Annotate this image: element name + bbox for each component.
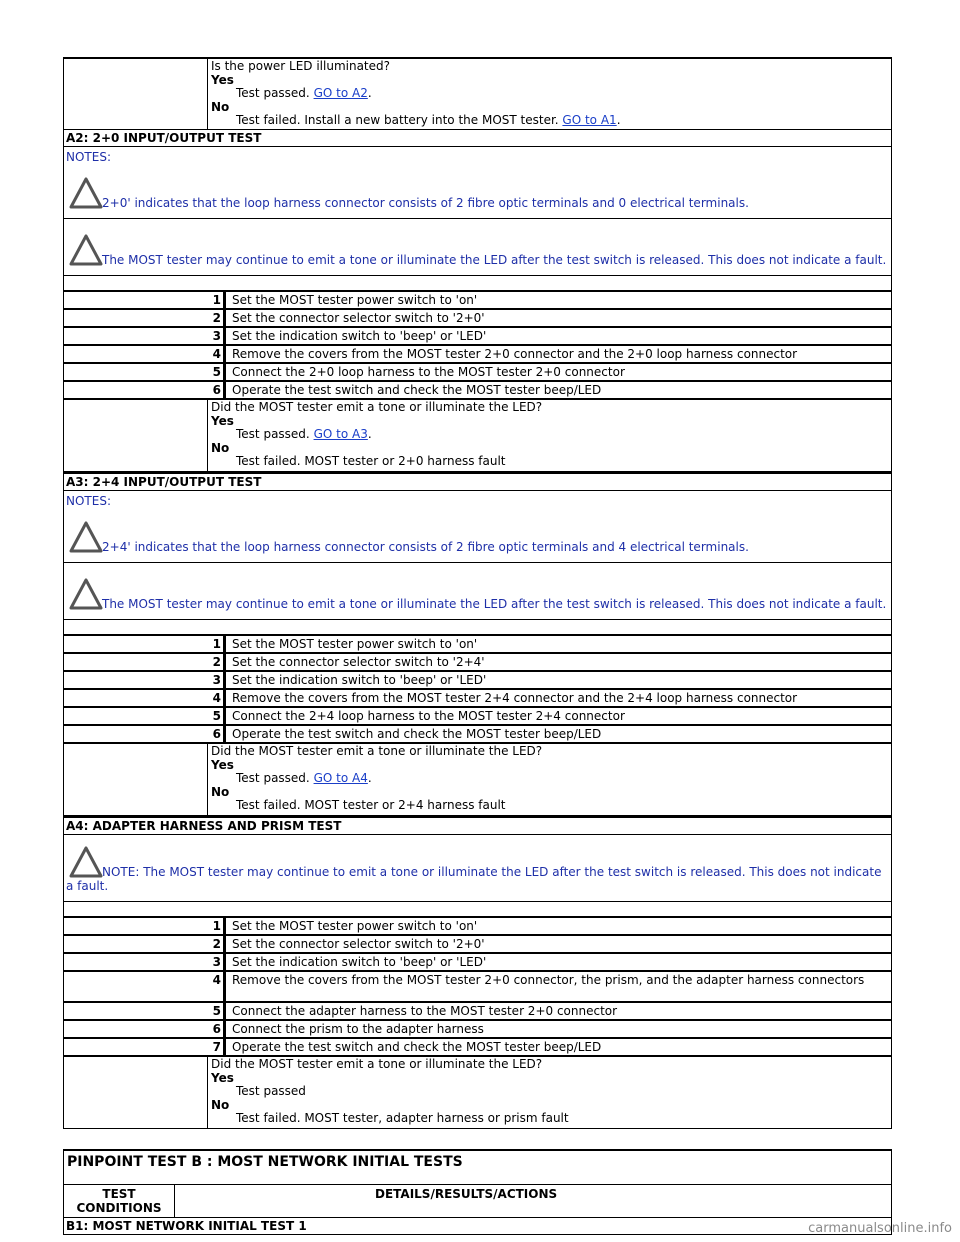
- a1-result-block: [63, 57, 892, 130]
- a1-go-a2-link[interactable]: GO to A2: [313, 86, 368, 101]
- a4-no-text: Test failed. MOST tester, adapter harness or prism fault: [236, 1111, 569, 1126]
- a3-yes-line: Test passed. GO to A4.: [236, 771, 372, 786]
- step-row: [64, 918, 891, 936]
- a3-no-text: Test failed. MOST tester or 2+4 harness fault: [236, 798, 506, 813]
- watermark-footer: carmanualsonline.info: [808, 1221, 952, 1236]
- step-row: [64, 310, 891, 328]
- pinpoint-b-header-row: [64, 1185, 891, 1218]
- a2-no-text: Test failed. MOST tester or 2+0 harness fault: [236, 454, 506, 469]
- a1-no-line: Test failed. Install a new battery into the MOST tester. GO to A1.: [236, 113, 621, 128]
- a2-question: Did the MOST tester emit a tone or illuminate the LED?: [211, 399, 543, 414]
- step-text: Set the indication switch to 'beep' or 'LED': [232, 672, 487, 687]
- a3-section: [63, 472, 892, 816]
- a3-note-2-text: The MOST tester may continue to emit a tone or illuminate the LED after the test switch is released. This does not indicate a fault.: [102, 596, 887, 611]
- a2-heading: A2: 2+0 INPUT/OUTPUT TEST: [64, 130, 891, 147]
- a4-question-cell: [207, 1057, 891, 1128]
- step-text: Operate the test switch and check the MOST tester beep/LED: [232, 1039, 602, 1054]
- step-row: [64, 1003, 891, 1021]
- step-row: [64, 936, 891, 954]
- step-row: [64, 954, 891, 972]
- a1-yes-line: Test passed. GO to A2.: [236, 86, 372, 101]
- a2-yes-text: Test passed.: [236, 427, 314, 442]
- step-text: Remove the covers from the MOST tester 2+0 connector and the 2+0 loop harness connector: [232, 346, 798, 361]
- step-number: 3: [207, 672, 226, 688]
- step-text: Remove the covers from the MOST tester 2+0 connector, the prism, and the adapter harness connectors: [232, 972, 865, 987]
- step-text: Operate the test switch and check the MOST tester beep/LED: [232, 726, 602, 741]
- a3-no-label: No: [211, 784, 230, 799]
- step-row: [64, 292, 891, 310]
- a4-note: [64, 835, 891, 902]
- step-text: Operate the test switch and check the MOST tester beep/LED: [232, 382, 602, 397]
- a1-yes-text: Test passed.: [236, 86, 314, 101]
- a1-question: Is the power LED illuminated?: [211, 59, 391, 73]
- a2-note-2-text: The MOST tester may continue to emit a tone or illuminate the LED after the test switch is released. This does not indicate a fault.: [102, 252, 887, 267]
- step-row: [64, 346, 891, 364]
- a2-yes-line: Test passed. GO to A3.: [236, 427, 372, 442]
- step-row: [64, 708, 891, 726]
- step-text: Set the MOST tester power switch to 'on': [232, 636, 478, 651]
- step-number: 2: [207, 654, 226, 670]
- document: [63, 57, 892, 1235]
- a3-steps: [64, 636, 891, 744]
- a2-no-label: No: [211, 440, 230, 455]
- a3-note-1-text: 2+4' indicates that the loop harness connector consists of 2 fibre optic terminals and 4 electrical terminals.: [102, 539, 749, 554]
- a2-notes-label: NOTES:: [66, 149, 111, 164]
- a4-section: [63, 816, 892, 1129]
- step-row: [64, 726, 891, 744]
- step-number: 6: [207, 726, 226, 742]
- warning-triangle-icon: [66, 233, 102, 267]
- step-text: Connect the 2+0 loop harness to the MOST tester 2+0 connector: [232, 364, 625, 379]
- a2-note-1: [64, 164, 891, 219]
- a1-no-text: Test failed. Install a new battery into the MOST tester.: [236, 113, 563, 128]
- step-row: [64, 1021, 891, 1039]
- a3-yes-text: Test passed.: [236, 771, 314, 786]
- a1-no-label: No: [211, 99, 230, 114]
- step-row: [64, 972, 891, 1003]
- a3-yes-label: Yes: [211, 757, 234, 772]
- step-row: [64, 1039, 891, 1057]
- a2-note-1-text: 2+0' indicates that the loop harness connector consists of 2 fibre optic terminals and 0 electrical terminals.: [102, 195, 749, 210]
- step-number: 6: [207, 382, 226, 398]
- a2-steps: [64, 292, 891, 400]
- a4-note-text: NOTE: The MOST tester may continue to emit a tone or illuminate the LED after the test switch is released. This does not indicate a fault.: [66, 864, 882, 893]
- a4-yes-label: Yes: [211, 1070, 234, 1085]
- step-number: 4: [207, 972, 226, 1001]
- step-row: [64, 690, 891, 708]
- a3-note-2: [64, 563, 891, 620]
- test-conditions-header: TEST CONDITIONS: [64, 1185, 175, 1217]
- b1-heading: B1: MOST NETWORK INITIAL TEST 1: [66, 1218, 307, 1233]
- step-row: [64, 654, 891, 672]
- step-text: Remove the covers from the MOST tester 2+4 connector and the 2+4 loop harness connector: [232, 690, 798, 705]
- a1-go-a1-link[interactable]: GO to A1: [562, 113, 617, 128]
- a3-question: Did the MOST tester emit a tone or illuminate the LED?: [211, 743, 543, 758]
- step-text: Connect the adapter harness to the MOST tester 2+0 connector: [232, 1003, 618, 1018]
- a2-section: [63, 130, 892, 472]
- step-number: 5: [207, 708, 226, 724]
- step-number: 4: [207, 346, 226, 362]
- step-text: Set the MOST tester power switch to 'on': [232, 918, 478, 933]
- step-text: Set the indication switch to 'beep' or 'LED': [232, 954, 487, 969]
- step-text: Set the indication switch to 'beep' or 'LED': [232, 328, 487, 343]
- step-text: Set the connector selector switch to '2+4': [232, 654, 485, 669]
- step-number: 3: [207, 954, 226, 970]
- step-row: [64, 382, 891, 400]
- a4-heading: A4: ADAPTER HARNESS AND PRISM TEST: [64, 816, 891, 835]
- step-row: [64, 672, 891, 690]
- spacer: [64, 902, 891, 918]
- a3-heading: A3: 2+4 INPUT/OUTPUT TEST: [64, 472, 891, 491]
- step-number: 2: [207, 936, 226, 952]
- a2-go-a3-link[interactable]: GO to A3: [313, 427, 368, 442]
- a1-question-cell: [207, 59, 891, 129]
- step-row: [64, 328, 891, 346]
- a4-question: Did the MOST tester emit a tone or illuminate the LED?: [211, 1056, 543, 1071]
- step-text: Connect the 2+4 loop harness to the MOST tester 2+4 connector: [232, 708, 625, 723]
- step-text: Set the connector selector switch to '2+0': [232, 310, 485, 325]
- warning-triangle-icon: [66, 520, 102, 554]
- a2-yes-label: Yes: [211, 413, 234, 428]
- step-text: Set the MOST tester power switch to 'on': [232, 292, 478, 307]
- a4-steps: [64, 918, 891, 1057]
- step-number: 2: [207, 310, 226, 326]
- a3-question-cell: [207, 744, 891, 815]
- pinpoint-b-title: PINPOINT TEST B : MOST NETWORK INITIAL TESTS: [64, 1151, 891, 1185]
- a3-go-a4-link[interactable]: GO to A4: [313, 771, 368, 786]
- step-text: Set the connector selector switch to '2+0': [232, 936, 485, 951]
- pinpoint-test-b: [63, 1149, 892, 1235]
- step-number: 7: [207, 1039, 226, 1055]
- a3-notes-label: NOTES:: [66, 493, 111, 508]
- step-number: 6: [207, 1021, 226, 1037]
- a4-no-label: No: [211, 1097, 230, 1112]
- step-number: 5: [207, 1003, 226, 1019]
- step-number: 1: [207, 918, 226, 934]
- step-number: 4: [207, 690, 226, 706]
- a1-yes-label: Yes: [211, 72, 234, 87]
- step-number: 3: [207, 328, 226, 344]
- step-number: 5: [207, 364, 226, 380]
- warning-triangle-icon: [66, 845, 102, 879]
- a2-note-2: [64, 219, 891, 276]
- spacer: [64, 276, 891, 292]
- step-row: [64, 364, 891, 382]
- a3-note-1: [64, 508, 891, 563]
- warning-triangle-icon: [66, 577, 102, 611]
- details-header: DETAILS/RESULTS/ACTIONS: [375, 1186, 558, 1201]
- step-text: Connect the prism to the adapter harness: [232, 1021, 484, 1036]
- a4-yes-text: Test passed: [236, 1084, 306, 1099]
- step-number: 1: [207, 636, 226, 652]
- warning-triangle-icon: [66, 176, 102, 210]
- step-row: [64, 636, 891, 654]
- a2-question-cell: [207, 400, 891, 471]
- step-number: 1: [207, 292, 226, 308]
- spacer: [64, 620, 891, 636]
